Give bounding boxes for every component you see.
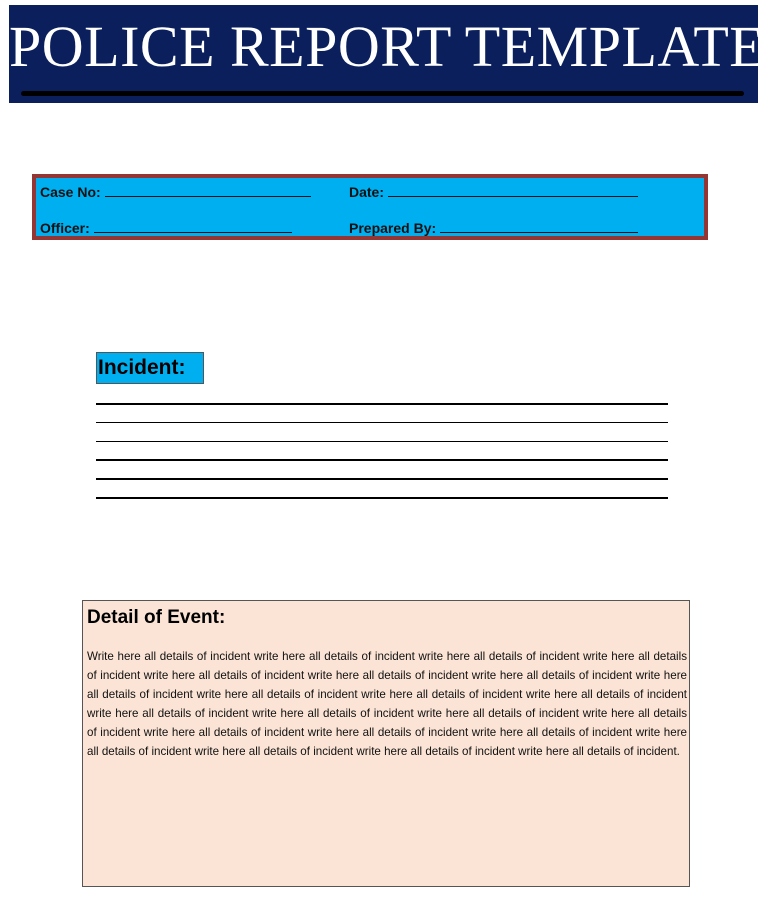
incident-write-line[interactable] xyxy=(96,478,668,480)
officer-blank[interactable] xyxy=(94,221,292,233)
case-info-box xyxy=(32,174,708,240)
date-blank[interactable] xyxy=(388,185,638,197)
prepared-by-blank[interactable] xyxy=(440,221,638,233)
officer-label: Officer: xyxy=(40,220,90,236)
date-label: Date: xyxy=(349,184,385,200)
case-no-blank[interactable] xyxy=(105,185,311,197)
prepared-by-field xyxy=(349,220,638,236)
page-title: POLICE REPORT TEMPLATE xyxy=(9,14,766,79)
detail-heading: Detail of Event: xyxy=(87,607,226,628)
incident-write-line[interactable] xyxy=(96,441,668,443)
incident-label: Incident: xyxy=(96,352,204,384)
incident-write-line[interactable] xyxy=(96,422,668,424)
incident-write-line[interactable] xyxy=(96,497,668,499)
officer-field xyxy=(40,220,292,236)
case-no-label: Case No: xyxy=(40,184,101,200)
date-field xyxy=(349,184,638,200)
detail-of-event-box xyxy=(82,600,690,887)
case-no-field xyxy=(40,184,311,200)
incident-write-line[interactable] xyxy=(96,403,668,405)
prepared-by-label: Prepared By: xyxy=(349,220,437,236)
title-banner xyxy=(9,5,766,103)
banner-divider xyxy=(21,91,744,96)
incident-write-line[interactable] xyxy=(96,459,668,461)
detail-body-text: Write here all details of incident write here all details of incident write here all details of incident write here all details of incident write here all details of incident write here all details of incident write here all details of incident write here all details of incident write here all details of incident write here all details of incident write here all details of incident write here all details of incident write here all details of incident write here all details of incident write here all details of incident write here all details of incident write here all details of incident write here all details of incident write here all details of incident write here all details of incident write here all details of incident write here all details of incident. xyxy=(87,650,687,758)
